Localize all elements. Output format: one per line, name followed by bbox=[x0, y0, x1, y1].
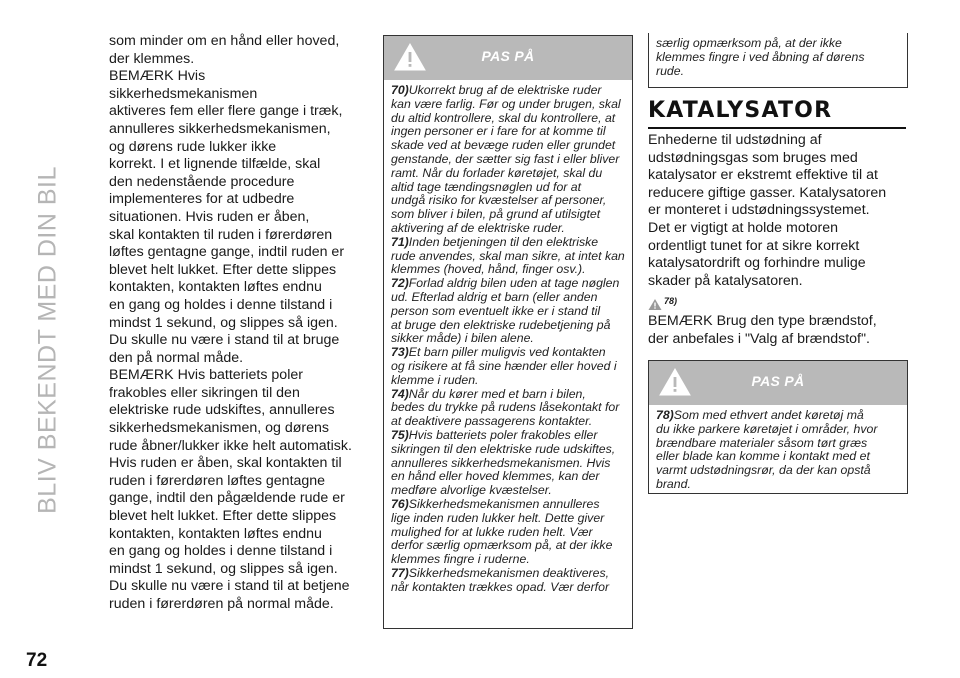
warning-line-text: derfor særlig opmærksom på, at der ikke bbox=[391, 538, 613, 553]
warning-item-number: 78) bbox=[656, 408, 674, 422]
continuation-line: klemmes fingre i ved åbning af dørens bbox=[656, 49, 865, 64]
body-line: katalysator er ekstremt effektive til at bbox=[648, 167, 878, 184]
body-line: mindst 1 sekund, og slippes så igen. bbox=[109, 560, 338, 577]
section-heading: KATALYSATOR bbox=[648, 98, 833, 123]
warning-item-number: 77) bbox=[391, 565, 409, 580]
body-line: BEMÆRK Brug den type brændstof, bbox=[648, 312, 877, 329]
warning-line-text: Inden betjeningen til den elektriske bbox=[408, 234, 599, 249]
chapter-side-title: BLIV BEKENDT MED DIN BIL bbox=[33, 166, 62, 514]
continuation-line: rude. bbox=[656, 63, 685, 78]
warning-line-text: at bruge den elektriske rudebetjening på bbox=[391, 317, 611, 332]
warning-line bbox=[391, 84, 626, 98]
body-line: sikkerhedsmekanismen, og dørens bbox=[109, 420, 330, 437]
body-line: Enhederne til udstødning af bbox=[648, 132, 822, 148]
body-line: blevet helt lukket. Efter dette slippes bbox=[109, 261, 337, 278]
warning-line-text: klemmes fingre i ruderne. bbox=[391, 552, 530, 567]
body-line: løftes gentagne gange, indtil ruden er bbox=[109, 244, 345, 261]
warning-line bbox=[391, 263, 626, 277]
body-line: Du skulle nu være i stand til at betjene bbox=[109, 578, 350, 595]
body-line: ordentligt tunet for at sikre korrekt bbox=[648, 237, 860, 254]
warning-line bbox=[391, 194, 626, 208]
warning-line bbox=[391, 567, 626, 581]
warning-line bbox=[656, 437, 901, 451]
body-line: annulleres sikkerhedsmekanismen, bbox=[109, 120, 331, 137]
warning-title: PAS PÅ bbox=[481, 48, 535, 64]
body-line: reducere giftige gasser. Katalysatoren bbox=[648, 184, 887, 201]
warning-line-text: Sikkerhedsmekanismen annulleres bbox=[408, 496, 600, 511]
body-line: elektriske rude udskiftes, annulleres bbox=[109, 402, 335, 419]
warning-line-text: Ukorrekt brug af de elektriske ruder bbox=[408, 83, 602, 97]
body-line: som minder om en hånd eller hoved, bbox=[109, 33, 340, 49]
warning-item-number: 71) bbox=[391, 234, 409, 249]
warning-line-text: klemme i ruden. bbox=[391, 372, 479, 387]
warning-line bbox=[391, 222, 626, 236]
warning-line bbox=[391, 332, 626, 346]
body-line: blevet helt lukket. Efter dette slippes bbox=[109, 508, 337, 525]
warning-line bbox=[391, 291, 626, 305]
continuation-line: særlig opmærksom på, at der ikke bbox=[656, 36, 842, 50]
warning-line-text: eller blade kan komme i kontakt med et bbox=[656, 449, 870, 464]
warning-line-text: aktivering af de elektriske ruder. bbox=[391, 220, 565, 235]
warning-line bbox=[391, 443, 626, 457]
body-line: ruden i førerdøren på normal måde. bbox=[109, 596, 334, 612]
body-line: den på normal måde. bbox=[109, 349, 244, 366]
body-line: ruden i førerdøren løftes gentagne bbox=[109, 472, 326, 489]
warning-line-text: Forlad aldrig bilen uden at tage nøglen bbox=[408, 276, 620, 291]
body-line: kontakten, kontakten løftes endnu bbox=[109, 525, 322, 542]
reference-number: 78) bbox=[664, 296, 678, 307]
warning-reference bbox=[648, 293, 906, 311]
warning-line bbox=[391, 581, 626, 595]
warning-item-number: 75) bbox=[391, 427, 409, 442]
page-number: 72 bbox=[26, 650, 48, 671]
warning-line bbox=[656, 423, 901, 437]
warning-line bbox=[391, 374, 626, 388]
body-line: katalysatordrift og forhindre mulige bbox=[648, 255, 866, 272]
warning-item-number: 74) bbox=[391, 386, 409, 401]
warning-line bbox=[391, 153, 626, 167]
body-line: skader på katalysatoren. bbox=[648, 272, 803, 289]
warning-line bbox=[656, 450, 901, 464]
body-line: en gang og holdes i denne tilstand i bbox=[109, 296, 333, 313]
warning-line bbox=[391, 484, 626, 498]
warning-line-text: ramt. Når du forlader køretøjet, skal du bbox=[391, 165, 603, 180]
warning-line-text: skade ved at bevæge ruden eller grundet bbox=[391, 138, 616, 153]
warning-line bbox=[391, 470, 626, 484]
warning-line-text: når kontakten trækkes opad. Vær derfor bbox=[391, 579, 610, 594]
warning-line bbox=[391, 388, 626, 402]
body-line: er monteret i udstødningssystemet. bbox=[648, 202, 870, 219]
warning-line bbox=[656, 478, 901, 492]
body-text-column-3 bbox=[648, 132, 906, 348]
warning-line bbox=[391, 277, 626, 291]
warning-line-text: Sikkerhedsmekanismen deaktiveres, bbox=[408, 565, 610, 580]
warning-header bbox=[384, 36, 632, 80]
warning-line-text: altid tage tændingsnøglen ud for at bbox=[391, 179, 582, 194]
warning-line bbox=[391, 512, 626, 526]
warning-line-text: og risikere at få sine hænder eller hoved i bbox=[391, 358, 617, 373]
warning-line bbox=[391, 553, 626, 567]
warning-line bbox=[391, 139, 626, 153]
body-line: udstødningsgas som bruges med bbox=[648, 149, 858, 166]
warning-line-text: lige inden ruden lukker helt. Dette giver bbox=[391, 510, 605, 525]
body-line: Det er vigtigt at holde motoren bbox=[648, 219, 839, 236]
warning-line-text: person som eventuelt ikke er i stand til bbox=[391, 303, 601, 318]
body-line: implementeres for at udbedre bbox=[109, 191, 295, 208]
heading-rule bbox=[648, 127, 906, 129]
warning-box-2 bbox=[648, 360, 908, 494]
warning-line-text: sikringen til den elektriske rude udskiftes, bbox=[391, 441, 616, 456]
warning-line bbox=[391, 415, 626, 429]
warning-box-1 bbox=[383, 35, 633, 629]
warning-item-number: 76) bbox=[391, 496, 409, 511]
warning-line-text: brand. bbox=[656, 476, 691, 491]
warning-item-number: 70) bbox=[391, 83, 409, 97]
warning-line-text: mulighed for at lukke ruden helt. Vær bbox=[391, 524, 593, 539]
body-line: frakobles eller sikringen til den bbox=[109, 384, 300, 401]
section-heading-block bbox=[648, 98, 906, 129]
warning-line bbox=[391, 167, 626, 181]
warning-title: PAS PÅ bbox=[751, 373, 805, 389]
body-line: BEMÆRK Hvis batteriets poler bbox=[109, 367, 303, 384]
warning-line-text: varmt udstødningsrør, da der kan opstå bbox=[656, 463, 871, 478]
body-line: og dørens rude lukker ikke bbox=[109, 138, 277, 155]
warning-line bbox=[391, 125, 626, 139]
body-line: der klemmes. bbox=[109, 50, 195, 67]
small-warning-icon bbox=[648, 298, 662, 311]
warning-body bbox=[384, 80, 632, 598]
warning-line-text: Når du kører med et barn i bilen, bbox=[408, 386, 586, 401]
warning-continuation-text bbox=[649, 33, 907, 78]
body-line: Du skulle nu være i stand til at bruge bbox=[109, 332, 340, 349]
warning-line bbox=[391, 305, 626, 319]
warning-line-text: rude anvendes, skal man sikre, at intet kan bbox=[391, 248, 625, 263]
body-line: kontakten, kontakten løftes endnu bbox=[109, 279, 322, 296]
warning-line-text: du altid kontrollere, skal du kontrollere, at bbox=[391, 110, 616, 125]
body-line: Hvis ruden er åben, skal kontakten til bbox=[109, 455, 342, 472]
body-line: aktiveres fem eller flere gange i træk, bbox=[109, 103, 343, 120]
warning-line-text: du ikke parkere køretøjet i områder, hvor bbox=[656, 421, 878, 436]
warning-header bbox=[649, 361, 907, 405]
body-line: korrekt. I et lignende tilfælde, skal bbox=[109, 156, 321, 173]
warning-line-text: brændbare materialer såsom tørt græs bbox=[656, 435, 868, 450]
warning-line-text: annulleres sikkerhedsmekanismen. Hvis bbox=[391, 455, 611, 470]
warning-line-text: en hånd eller hoved klemmes, kan der bbox=[391, 469, 600, 484]
warning-line-text: Som med ethvert andet køretøj må bbox=[673, 408, 864, 422]
warning-line bbox=[391, 429, 626, 443]
warning-line-text: undgå risiko for kvæstelser af personer, bbox=[391, 193, 607, 208]
warning-line-text: bedes du trykke på rudens låsekontakt for bbox=[391, 400, 620, 415]
warning-line bbox=[391, 360, 626, 374]
warning-continuation-box bbox=[648, 33, 908, 88]
warning-line bbox=[391, 250, 626, 264]
warning-line bbox=[391, 526, 626, 540]
warning-line-text: som bliver i bilen, på grund af utilsigtet bbox=[391, 207, 601, 222]
warning-line-text: klemmes (hoved, hånd, finger osv.). bbox=[391, 262, 586, 277]
body-line: mindst 1 sekund, og slippes så igen. bbox=[109, 314, 338, 331]
body-line: gange, indtil den pågældende rude er bbox=[109, 490, 345, 507]
body-line: situationen. Hvis ruden er åben, bbox=[109, 208, 310, 225]
warning-line-text: Et barn piller muligvis ved kontakten bbox=[408, 345, 606, 360]
warning-line bbox=[391, 498, 626, 512]
warning-line-text: medføre alvorlige kvæstelser. bbox=[391, 483, 552, 498]
warning-line-text: ud. Efterlad aldrig et barn (eller anden bbox=[391, 289, 598, 304]
warning-line bbox=[391, 98, 626, 112]
warning-line-text: Hvis batteriets poler frakobles eller bbox=[408, 427, 598, 442]
body-line: rude åbner/lukker ikke helt automatisk. bbox=[109, 437, 352, 454]
warning-line bbox=[391, 401, 626, 415]
warning-line-text: genstande, der sætter sig fast i eller bliver bbox=[391, 151, 620, 166]
warning-line-text: at deaktivere passagerens kontakter. bbox=[391, 414, 593, 429]
warning-line-text: ingen personer er i fare for at komme til bbox=[391, 124, 606, 139]
warning-line bbox=[391, 346, 626, 360]
warning-line-text: sikker måde) i bilen alene. bbox=[391, 331, 534, 346]
body-line: der anbefales i "Valg af brændstof". bbox=[648, 330, 870, 347]
body-line: den nedenstående procedure bbox=[109, 173, 295, 190]
warning-line bbox=[391, 319, 626, 333]
warning-line bbox=[656, 464, 901, 478]
warning-line bbox=[391, 457, 626, 471]
warning-line bbox=[656, 409, 901, 423]
body-line: BEMÆRK Hvis sikkerhedsmekanismen bbox=[109, 68, 258, 102]
warning-item-number: 72) bbox=[391, 276, 409, 291]
warning-line bbox=[391, 208, 626, 222]
warning-body bbox=[649, 405, 907, 496]
body-line: skal kontakten til ruden i førerdøren bbox=[109, 226, 333, 243]
body-line: en gang og holdes i denne tilstand i bbox=[109, 543, 333, 560]
warning-item-number: 73) bbox=[391, 345, 409, 360]
body-text-column-1 bbox=[109, 33, 357, 614]
warning-line bbox=[391, 539, 626, 553]
warning-line-text: kan være farlig. Før og under brugen, skal bbox=[391, 96, 621, 111]
warning-line bbox=[391, 181, 626, 195]
warning-line bbox=[391, 112, 626, 126]
warning-line bbox=[391, 236, 626, 250]
